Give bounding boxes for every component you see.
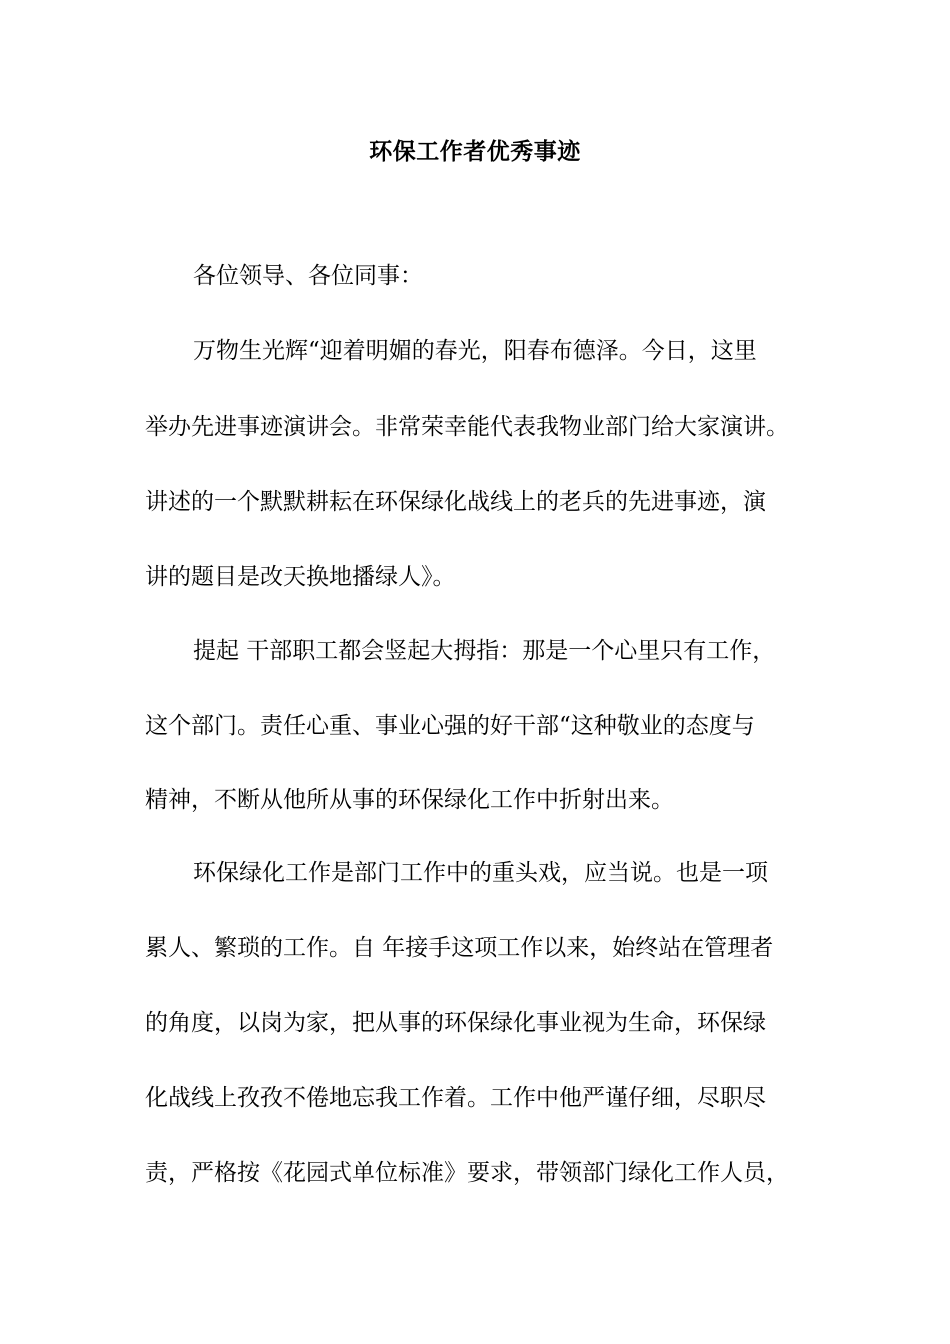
paragraph-3-line-2: 累人、繁琐的工作。自 年接手这项工作以来，始终站在管理者 (145, 935, 774, 961)
paragraph-3-line-3: 的角度，以岗为家，把从事的环保绿化事业视为生命，环保绿 (145, 1010, 766, 1036)
paragraph-1-line-4: 讲的题目是改天换地播绿人》。 (145, 564, 456, 590)
paragraph-3-line-5: 责，严格按《花园式单位标准》要求，带领部门绿化工作人员， (145, 1160, 789, 1186)
paragraph-2-line-3: 精神，不断从他所从事的环保绿化工作中折射出来。 (145, 787, 674, 813)
paragraph-1-line-1: 万物生光辉“迎着明媚的春光，阳春布德泽。今日，这里 (193, 338, 757, 364)
paragraph-1-line-2: 举办先进事迹演讲会。非常荣幸能代表我物业部门给大家演讲。 (145, 414, 789, 440)
salutation-line: 各位领导、各位同事： (193, 263, 423, 289)
paragraph-3-line-1: 环保绿化工作是部门工作中的重头戏，应当说。也是一项 (193, 860, 768, 886)
paragraph-3-line-4: 化战线上孜孜不倦地忘我工作着。工作中他严谨仔细，尽职尽 (145, 1085, 766, 1111)
paragraph-2-line-1: 提起 干部职工都会竖起大拇指：那是一个心里只有工作， (193, 638, 776, 664)
document-title: 环保工作者优秀事迹 (369, 138, 581, 165)
paragraph-1-line-3: 讲述的一个默默耕耘在环保绿化战线上的老兵的先进事迹，演 (145, 489, 766, 515)
paragraph-2-line-2: 这个部门。责任心重、事业心强的好干部“这种敬业的态度与 (145, 713, 755, 739)
